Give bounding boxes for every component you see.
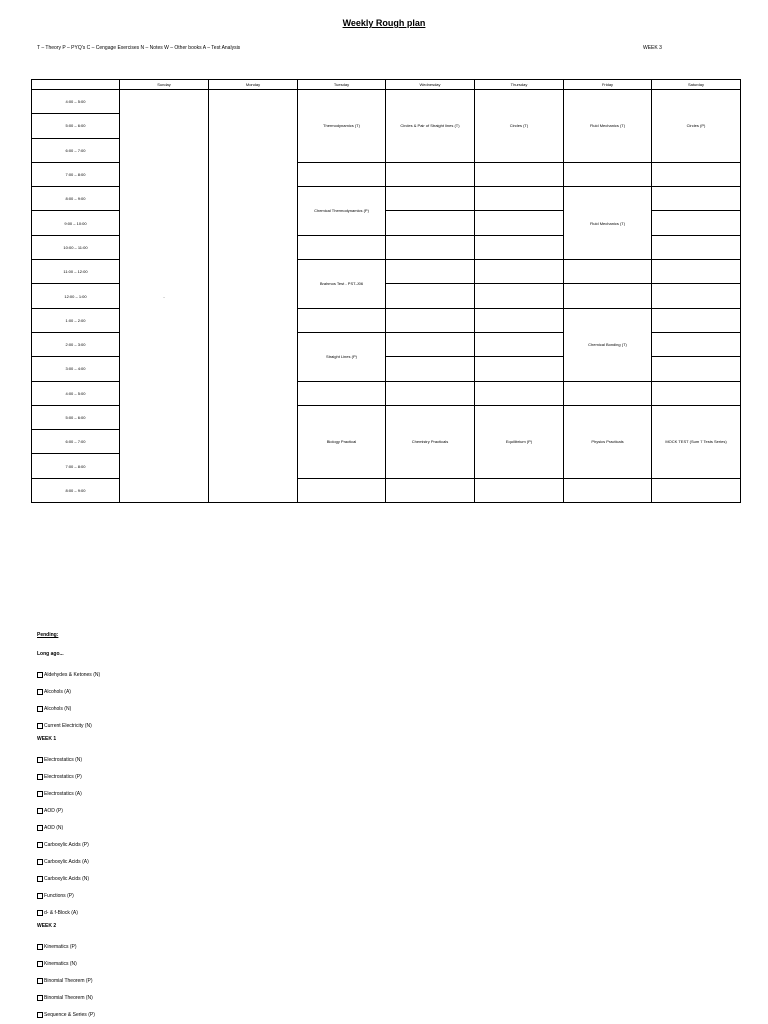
time-cell: 4:00 – 5:00 [32,90,120,114]
empty-cell [386,381,475,405]
empty-cell [298,381,386,405]
section-heading: WEEK 1 [37,736,57,742]
checkbox-icon[interactable] [37,706,43,712]
time-cell: 5:00 – 6:00 [32,114,120,138]
checkbox-icon[interactable] [37,910,43,916]
empty-cell [475,381,564,405]
empty-cell [652,332,741,356]
list-item: AOD (N) [37,819,100,836]
list-item: Carboxylic Acids (A) [37,853,100,870]
task-cell: Brahmos Test - PST-J06 [298,260,386,309]
week-label: WEEK 3 [643,45,662,51]
list-item: Carboxylic Acids (N) [37,870,100,887]
empty-cell [475,187,564,211]
day-header: Wednesday [386,80,475,90]
checkbox-icon[interactable] [37,757,43,763]
empty-cell [652,187,741,211]
empty-cell [386,235,475,259]
day-header: Saturday [652,80,741,90]
list-item: Alcohols (N) [37,700,100,717]
header-row [32,80,741,90]
task-cell: MOCK TEST (Sum 7 Tests Series) [652,405,741,478]
checkbox-icon[interactable] [37,876,43,882]
empty-cell [564,478,652,502]
task-cell: Fluid Mechanics (T) [564,187,652,260]
empty-cell [652,284,741,308]
list-item: Electrostatics (P) [37,768,100,785]
time-cell: 6:00 – 7:00 [32,138,120,162]
empty-cell [475,332,564,356]
checkbox-icon[interactable] [37,978,43,984]
time-cell: 4:00 – 5:00 [32,381,120,405]
day-header: Tuesday [298,80,386,90]
empty-cell [652,260,741,284]
section-heading: WEEK 2 [37,923,57,929]
time-cell: 11:00 – 12:00 [32,260,120,284]
checkbox-icon[interactable] [37,961,43,967]
task-cell: Straight Lines (P) [298,332,386,381]
monday-cell [209,90,298,503]
corner-cell [32,80,120,90]
list-item: Sequence & Series (P) [37,1006,100,1023]
sunday-cell: - [120,90,209,503]
empty-cell [475,162,564,186]
time-cell: 8:00 – 9:00 [32,187,120,211]
empty-cell [652,478,741,502]
empty-cell [298,308,386,332]
checkbox-icon[interactable] [37,723,43,729]
empty-cell [386,187,475,211]
checkbox-icon[interactable] [37,1012,43,1018]
list-item: AOD (P) [37,802,100,819]
checkbox-icon[interactable] [37,689,43,695]
time-cell: 1:00 – 2:00 [32,308,120,332]
list-item: Aldehydes & Ketones (N) [37,666,100,683]
checkbox-icon[interactable] [37,995,43,1001]
legend: T – Theory P – PYQ's C – Cengage Exercises N – Notes W – Other books A – Test Analysis [37,45,241,51]
empty-cell [386,332,475,356]
task-cell: Biology Practical [298,405,386,478]
empty-cell [386,284,475,308]
checkbox-icon[interactable] [37,791,43,797]
checkbox-icon[interactable] [37,842,43,848]
checkbox-icon[interactable] [37,944,43,950]
list-item: Functions (P) [37,887,100,904]
empty-cell [652,235,741,259]
empty-cell [475,260,564,284]
task-cell: Chemical Thermodynamics (P) [298,187,386,236]
day-header: Thursday [475,80,564,90]
empty-cell [386,211,475,235]
time-cell: 5:00 – 6:00 [32,405,120,429]
list-item: Alcohols (A) [37,683,100,700]
time-cell: 7:00 – 8:00 [32,162,120,186]
empty-cell [564,381,652,405]
empty-cell [386,308,475,332]
checkbox-icon[interactable] [37,893,43,899]
empty-cell [298,478,386,502]
list-item: Current Electricity (N) [37,717,100,734]
pending-section [37,632,100,1023]
empty-cell [652,211,741,235]
list-item: d- & f-Block (A) [37,904,100,921]
day-header: Sunday [120,80,209,90]
time-cell: 3:00 – 4:00 [32,357,120,381]
empty-cell [564,162,652,186]
time-cell: 12:00 – 1:00 [32,284,120,308]
empty-cell [475,284,564,308]
list-item: Kinematics (P) [37,938,100,955]
checkbox-icon[interactable] [37,808,43,814]
page-title: Weekly Rough plan [342,18,426,28]
time-cell: 9:00 – 10:00 [32,211,120,235]
list-item: Binomial Theorem (P) [37,972,100,989]
section-heading: Long ago... [37,651,64,657]
empty-cell [475,211,564,235]
day-header: Monday [209,80,298,90]
checkbox-icon[interactable] [37,825,43,831]
pending-title: Pending: [37,632,59,638]
empty-cell [475,308,564,332]
list-item: Electrostatics (N) [37,751,100,768]
checkbox-icon[interactable] [37,859,43,865]
time-cell: 6:00 – 7:00 [32,430,120,454]
empty-cell [386,162,475,186]
checkbox-icon[interactable] [37,774,43,780]
list-item: Electrostatics (A) [37,785,100,802]
time-cell: 7:00 – 8:00 [32,454,120,478]
empty-cell [475,478,564,502]
task-cell: Thermodynamics (T) [298,90,386,163]
schedule-table [31,79,741,503]
empty-cell [386,260,475,284]
checkbox-icon[interactable] [37,672,43,678]
task-cell: Circles (T) [475,90,564,163]
list-item: Kinematics (N) [37,955,100,972]
time-cell: 2:00 – 3:00 [32,332,120,356]
task-cell: Equilibrium (P) [475,405,564,478]
task-cell: Chemical Bonding (T) [564,308,652,381]
time-cell: 10:00 – 11:00 [32,235,120,259]
empty-cell [386,478,475,502]
empty-cell [652,357,741,381]
task-cell: Fluid Mechanics (T) [564,90,652,163]
table-row [32,90,741,114]
task-cell: Physics Practicals [564,405,652,478]
empty-cell [386,357,475,381]
task-cell: Circles & Pair of Straight lines (T) [386,90,475,163]
empty-cell [298,235,386,259]
empty-cell [564,260,652,284]
time-cell: 8:00 – 9:00 [32,478,120,502]
day-header: Friday [564,80,652,90]
list-item: Binomial Theorem (N) [37,989,100,1006]
empty-cell [652,308,741,332]
empty-cell [475,235,564,259]
empty-cell [564,284,652,308]
empty-cell [652,162,741,186]
empty-cell [652,381,741,405]
empty-cell [298,162,386,186]
empty-cell [475,357,564,381]
task-cell: Circles (P) [652,90,741,163]
task-cell: Chemistry Practicals [386,405,475,478]
list-item: Carboxylic Acids (P) [37,836,100,853]
